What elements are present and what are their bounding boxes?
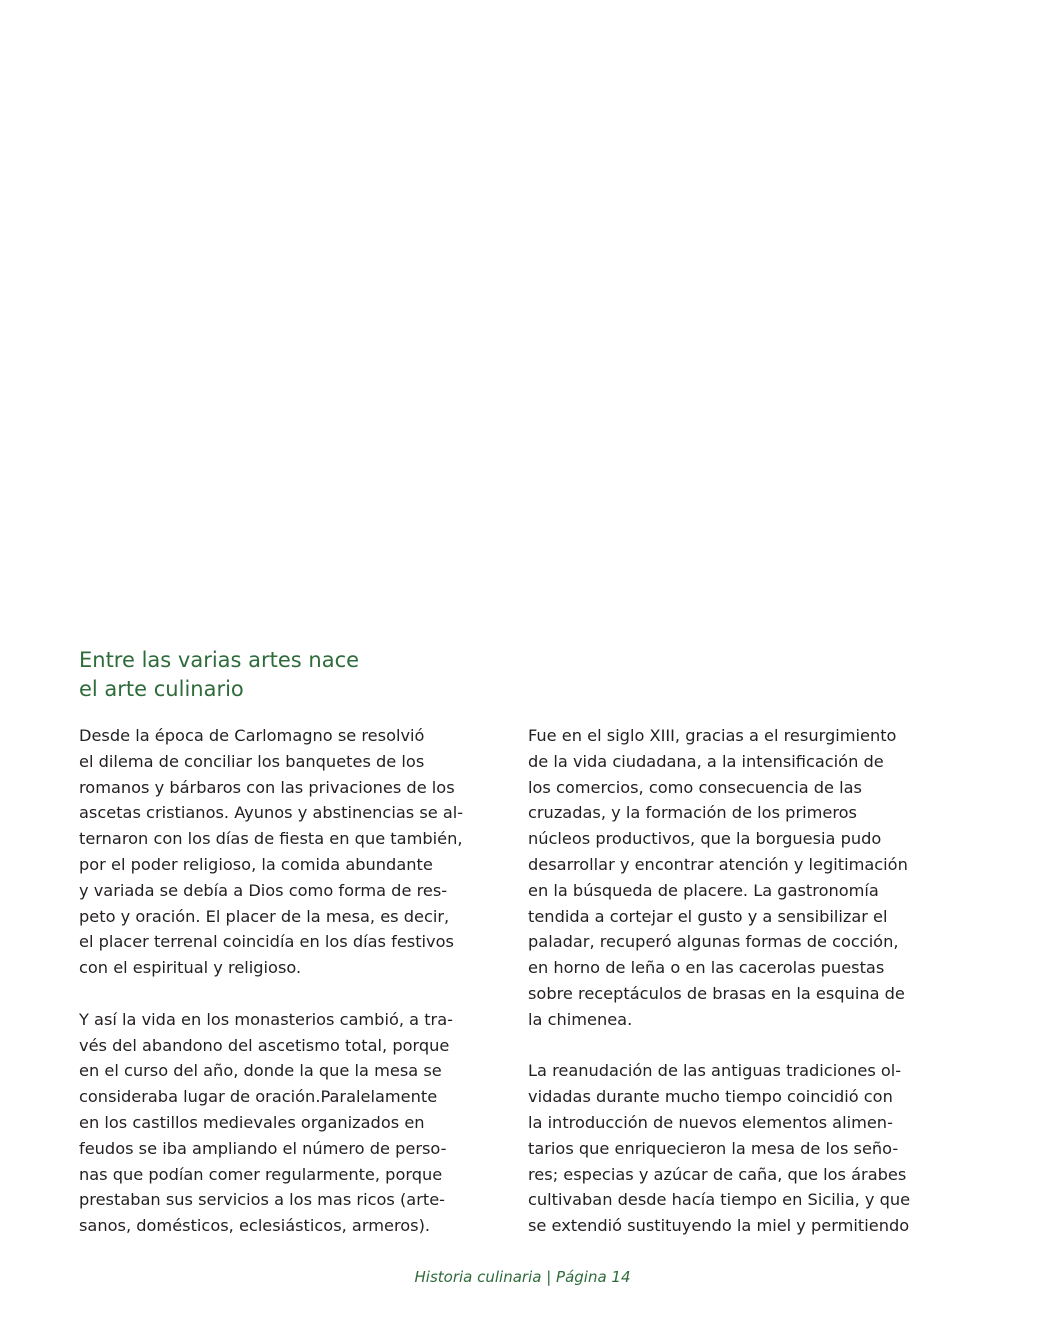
text-line: Fue en el siglo XIII, gracias a el resurgimiento [528, 726, 897, 745]
text-line: los comercios, como consecuencia de las [528, 777, 862, 797]
text-line: nas que podían comer regularmente, porque [79, 1164, 443, 1184]
section-heading-line: Entre las varias artes nace [79, 648, 360, 672]
text-line: con el espiritual y religioso. [79, 958, 302, 978]
section-heading-line: el arte culinario [79, 677, 244, 701]
text-line: por el poder religioso, la comida abundante [79, 854, 433, 874]
text-line: consideraba lugar de oración.Paralelamente [79, 1087, 438, 1107]
text-line: Y así la vida en los monasterios cambió, a tra- [79, 1009, 453, 1029]
text-line: desarrollar y encontrar atención y legitimación [528, 854, 908, 874]
text-line: res; especias y azúcar de caña, que los árabes [528, 1164, 907, 1184]
text-line: en la búsqueda de placere. La gastronomía [528, 880, 879, 900]
text-line: y variada se debía a Dios como forma de res- [79, 880, 448, 900]
text-line: sobre receptáculos de brasas en la esquina de [528, 983, 905, 1003]
left-text-column [79, 723, 504, 1239]
right-text-column [528, 723, 958, 1239]
text-line: cultivaban desde hacía tiempo en Sicilia, y que [528, 1190, 911, 1210]
text-line: el placer terrenal coincidía en los días festivos [79, 932, 454, 952]
text-line: tendida a cortejar el gusto y a sensibilizar el [528, 906, 888, 926]
text-line: ascetas cristianos. Ayunos y abstinencias se al- [79, 803, 464, 823]
text-line: cruzadas, y la formación de los primeros [528, 803, 857, 823]
text-line: la chimenea. [528, 1009, 633, 1029]
text-line: paladar, recuperó algunas formas de cocción, [528, 932, 899, 952]
page-footer: Historia culinaria | Página 14 [414, 1268, 631, 1286]
text-line: vidadas durante mucho tiempo coincidió con [528, 1087, 893, 1107]
text-line: Desde la época de Carlomagno se resolvió [79, 726, 425, 745]
text-line: de la vida ciudadana, a la intensificación de [528, 751, 884, 771]
text-line: en los castillos medievales organizados en [79, 1112, 425, 1132]
text-line: peto y oración. El placer de la mesa, es decir, [79, 906, 450, 926]
text-line: se extendió sustituyendo la miel y permitiendo [528, 1216, 910, 1236]
text-line: tarios que enriquecieron la mesa de los seño- [528, 1138, 899, 1158]
text-line: romanos y bárbaros con las privaciones de los [79, 777, 455, 797]
text-line: La reanudación de las antiguas tradiciones ol- [528, 1061, 902, 1081]
body-paragraph [79, 1007, 504, 1239]
text-line: en el curso del año, donde la que la mesa se [79, 1061, 442, 1081]
body-paragraph [528, 723, 958, 1033]
text-line: núcleos productivos, que la borguesia pudo [528, 829, 882, 849]
text-line: ternaron con los días de fiesta en que también, [79, 829, 463, 849]
section-heading [79, 646, 359, 704]
text-line: sanos, domésticos, eclesiásticos, armeros). [79, 1216, 431, 1236]
body-paragraph [79, 723, 504, 981]
text-line: en horno de leña o en las cacerolas puestas [528, 958, 885, 978]
text-line: el dilema de conciliar los banquetes de los [79, 751, 425, 771]
text-line: feudos se iba ampliando el número de perso- [79, 1138, 447, 1158]
text-line: prestaban sus servicios a los mas ricos (arte- [79, 1190, 445, 1210]
text-line: vés del abandono del ascetismo total, porque [79, 1035, 450, 1055]
body-paragraph [528, 1058, 958, 1239]
text-line: la introducción de nuevos elementos alimen- [528, 1112, 893, 1132]
